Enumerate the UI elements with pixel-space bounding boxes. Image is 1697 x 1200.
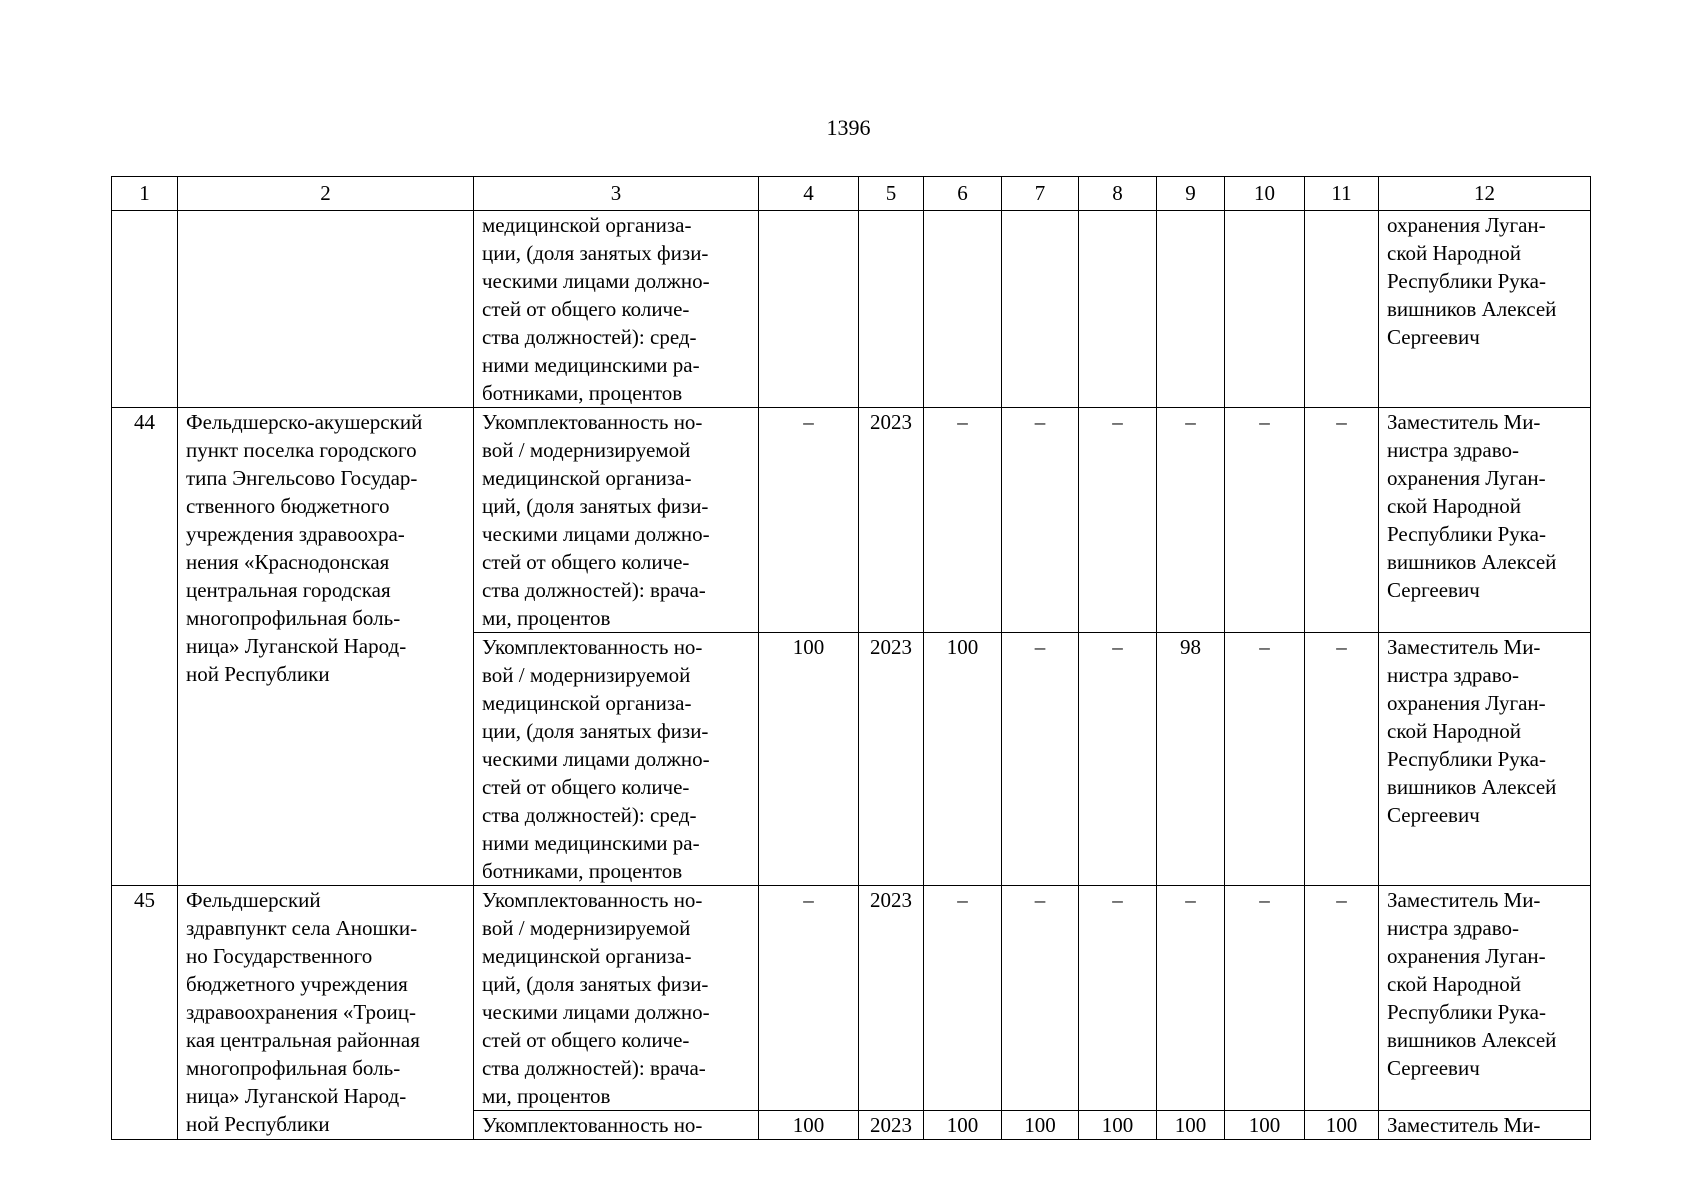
- indicator-cell: Укомплектованность но- вой / модернизируемой медицинской организа- ций, (доля занятых физи- ческими лицами должно- стей от общего количе- ства должностей): врача- ми, процентов: [474, 408, 759, 633]
- value-cell: –: [1225, 886, 1305, 1111]
- value-cell: 100: [1002, 1111, 1079, 1140]
- column-header: 12: [1379, 177, 1591, 211]
- value-cell: –: [759, 408, 859, 633]
- column-header: 7: [1002, 177, 1079, 211]
- value-cell: –: [1002, 633, 1079, 886]
- responsible-cell: охранения Луган- ской Народной Республики Рука- вишников Алексей Сергеевич: [1379, 211, 1591, 408]
- value-cell: 2023: [859, 408, 924, 633]
- page-number: 1396: [826, 115, 871, 140]
- value-cell: –: [1079, 633, 1157, 886]
- value-cell: –: [1225, 633, 1305, 886]
- table-row: [112, 408, 1591, 633]
- column-header: 5: [859, 177, 924, 211]
- document-table: [111, 176, 1591, 1140]
- value-cell: [1079, 211, 1157, 408]
- value-cell: –: [759, 886, 859, 1111]
- responsible-cell: Заместитель Ми-: [1379, 1111, 1591, 1140]
- value-cell: 2023: [859, 886, 924, 1111]
- column-header: 4: [759, 177, 859, 211]
- column-number-row: [112, 177, 1591, 211]
- value-cell: [759, 211, 859, 408]
- value-cell: 100: [1079, 1111, 1157, 1140]
- organization-cell: Фельдшерско-акушерский пункт поселка городского типа Энгельсово Государ- ственного бюджетного учреждения здравоохра- нения «Краснодонская центральная городская многопрофильная боль- ница» Луганской Народ- ной Республики: [178, 408, 474, 886]
- organization-cell: Фельдшерский здравпункт села Аношки- но Государственного бюджетного учреждения здравоохранения «Троиц- кая центральная районная многопрофильная боль- ница» Луганской Народ- ной Республики: [178, 886, 474, 1140]
- row-number: [112, 211, 178, 408]
- value-cell: [1305, 211, 1379, 408]
- value-cell: [924, 211, 1002, 408]
- value-cell: –: [1225, 408, 1305, 633]
- value-cell: 100: [1225, 1111, 1305, 1140]
- value-cell: [1157, 211, 1225, 408]
- value-cell: –: [1079, 886, 1157, 1111]
- column-header: 11: [1305, 177, 1379, 211]
- value-cell: 100: [1157, 1111, 1225, 1140]
- column-header: 9: [1157, 177, 1225, 211]
- row-number: 45: [112, 886, 178, 1140]
- value-cell: 100: [1305, 1111, 1379, 1140]
- value-cell: –: [1305, 408, 1379, 633]
- value-cell: [1225, 211, 1305, 408]
- value-cell: 2023: [859, 633, 924, 886]
- organization-cell: [178, 211, 474, 408]
- value-cell: –: [1305, 886, 1379, 1111]
- value-cell: 100: [759, 1111, 859, 1140]
- value-cell: [1002, 211, 1079, 408]
- value-cell: –: [1002, 408, 1079, 633]
- value-cell: –: [1002, 886, 1079, 1111]
- value-cell: –: [924, 408, 1002, 633]
- column-header: 3: [474, 177, 759, 211]
- value-cell: –: [1157, 408, 1225, 633]
- column-header: 2: [178, 177, 474, 211]
- value-cell: 2023: [859, 1111, 924, 1140]
- value-cell: –: [1079, 408, 1157, 633]
- value-cell: 100: [924, 1111, 1002, 1140]
- value-cell: –: [1305, 633, 1379, 886]
- value-cell: 100: [924, 633, 1002, 886]
- responsible-cell: Заместитель Ми- нистра здраво- охранения Луган- ской Народной Республики Рука- вишников Алексей Сергеевич: [1379, 408, 1591, 633]
- indicator-cell: Укомплектованность но- вой / модернизируемой медицинской организа- ции, (доля занятых физи- ческими лицами должно- стей от общего количе- ства должностей): сред- ними медицинскими ра- ботниками, процентов: [474, 633, 759, 886]
- column-header: 6: [924, 177, 1002, 211]
- row-number: 44: [112, 408, 178, 886]
- column-header: 1: [112, 177, 178, 211]
- column-header: 8: [1079, 177, 1157, 211]
- value-cell: –: [1157, 886, 1225, 1111]
- column-header: 10: [1225, 177, 1305, 211]
- indicator-cell: Укомплектованность но- вой / модернизируемой медицинской организа- ций, (доля занятых физи- ческими лицами должно- стей от общего количе- ства должностей): врача- ми, процентов: [474, 886, 759, 1111]
- responsible-cell: Заместитель Ми- нистра здраво- охранения Луган- ской Народной Республики Рука- вишников Алексей Сергеевич: [1379, 886, 1591, 1111]
- value-cell: 100: [759, 633, 859, 886]
- value-cell: 98: [1157, 633, 1225, 886]
- responsible-cell: Заместитель Ми- нистра здраво- охранения Луган- ской Народной Республики Рука- вишников Алексей Сергеевич: [1379, 633, 1591, 886]
- indicator-cell: Укомплектованность но-: [474, 1111, 759, 1140]
- table-row: [112, 211, 1591, 408]
- value-cell: –: [924, 886, 1002, 1111]
- value-cell: [859, 211, 924, 408]
- table-row: [112, 886, 1591, 1111]
- indicator-cell: медицинской организа- ции, (доля занятых физи- ческими лицами должно- стей от общего количе- ства должностей): сред- ними медицинскими ра- ботниками, процентов: [474, 211, 759, 408]
